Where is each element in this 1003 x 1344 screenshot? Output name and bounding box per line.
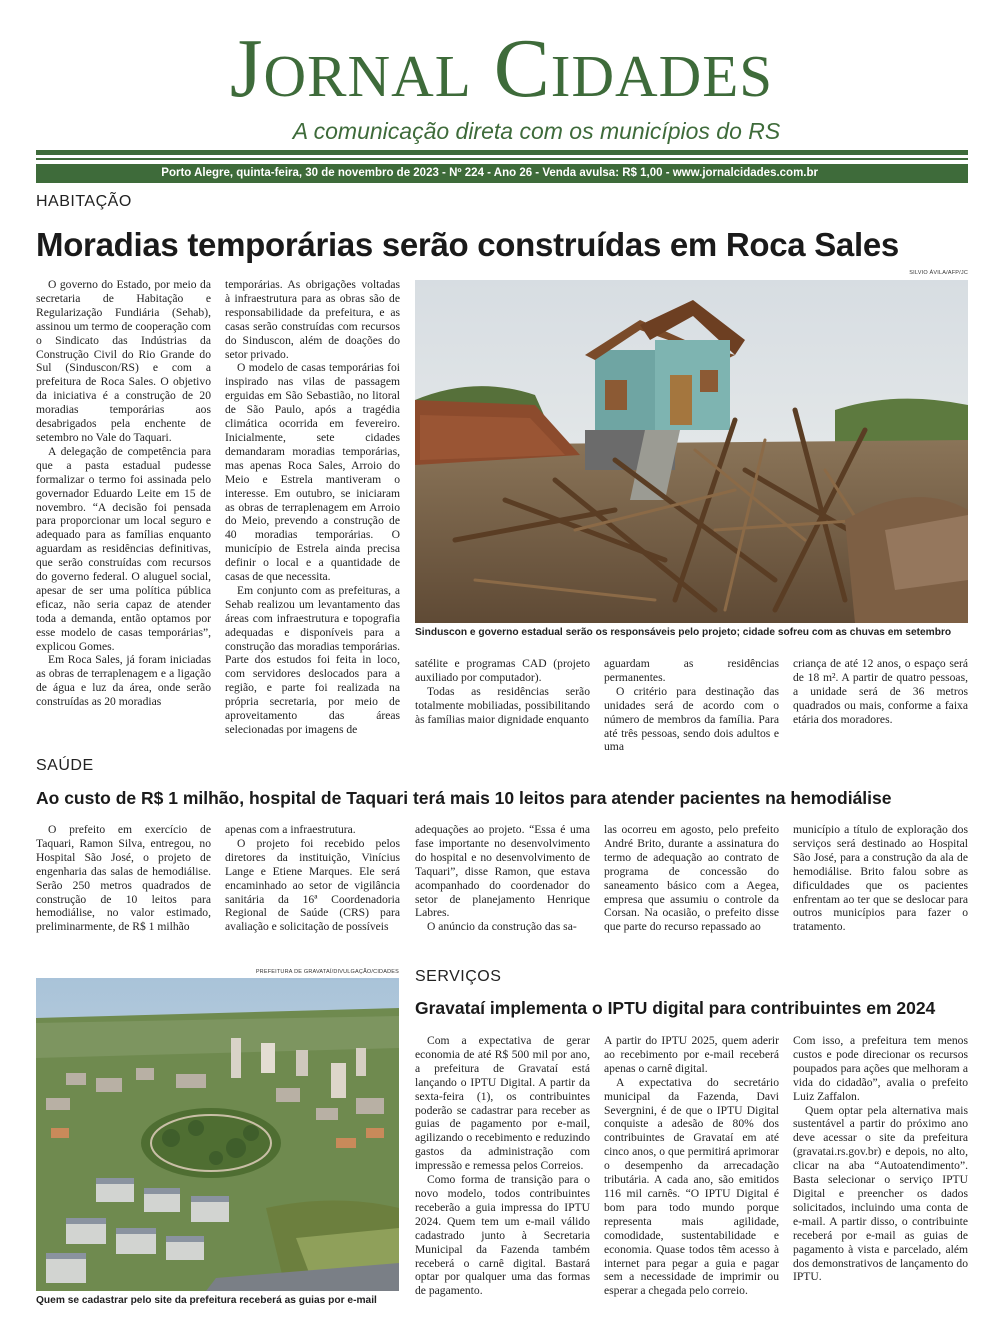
photo-caption: Quem se cadastrar pelo site da prefeitura receberá as guias por e-mail bbox=[36, 1295, 377, 1306]
article-column bbox=[225, 823, 400, 947]
dateline-bar: Porto Alegre, quinta-feira, 30 de novembro de 2023 - Nº 224 - Ano 26 - Venda avulsa: R$ 1,00 - www.jornalcidades.com.br bbox=[36, 164, 968, 183]
paragraph: O projeto foi recebido pelos diretores da instituição, Vinícius Lange e Etiene Marques. Ele será encaminhado ao setor de vigilância sanitária da 16ª Coordenadoria Regional de Saúde (CRS) para avaliação e solicitação de possíveis bbox=[225, 836, 400, 934]
paragraph: aguardam as residências permanentes. bbox=[604, 657, 779, 684]
paragraph: O modelo de casas temporárias foi inspirado nas vilas de passagem erguidas em São Sebastião, no litoral de São Paulo, após a tragédia climática ocorrida em fevereiro. Inicialmente, sete cidades demandaram moradias temporárias, mas apenas Roca Sales, Arroio do Meio e Estrela mantiveram o interesse. Em outubro, se iniciaram as obras de terraplenagem em Arroio do Meio, prevendo a construção de 40 moradias temporárias. O município de Estrela ainda precisa definir o local e a quantidade de casas de que necessita. bbox=[225, 361, 400, 584]
paragraph: adequações ao projeto. “Essa é uma fase importante no desenvolvimento do hospital e no desenvolvimento de Taquari”, disse Ramon, que estava acompanhado do coordenador do setor de planejamento Henrique Labres. bbox=[415, 823, 590, 920]
paragraph: Como forma de transição para o novo modelo, todos contribuintes receberão a guia impressa do IPTU 2024. Quem tem um e-mail válido cadastrado junto à Secretaria Municipal da Fazenda também receberá o carnê digital. Bastará optar por qualquer uma das formas de pagamento. bbox=[415, 1173, 590, 1298]
article-column bbox=[604, 823, 779, 947]
paragraph: temporárias. As obrigações voltadas à infraestrutura para as obras são de responsabilidade da prefeitura, e as casas serão construídas com recursos do Sinduscon, além de doações do setor privado. bbox=[225, 278, 400, 361]
paragraph: O prefeito em exercício de Taquari, Ramon Silva, entregou, no Hospital São José, o projeto de engenharia das salas de hemodiálise. Serão 250 metros quadrados de construção de 10 leitos para hemodiálise, no valor estimado, preliminarmente, de R$ 1 milhão bbox=[36, 823, 211, 934]
paragraph: Em Roca Sales, já foram iniciadas as obras de terraplenagem e a ligação de água e luz da área, onde serão construídas as 20 moradias bbox=[36, 653, 211, 709]
paragraph: Quem optar pela alternativa mais sustentável a partir do próximo ano deve acessar o site da prefeitura (gravatai.rs.gov.br) e depois, no alto, clicar na aba “Autoatendimento”. Basta selecionar o serviço IPTU Digital e preencher os dados solicitados, incluindo uma conta de e-mail. A partir disso, o contribuinte receberá por e-mail as guias de pagamento à vista e parcelado, além dos demonstrativos de lançamento do IPTU. bbox=[793, 1103, 968, 1284]
photo-credit: PREFEITURA DE GRAVATAÍ/DIVULGAÇÃO/CIDADES bbox=[255, 969, 399, 975]
paragraph: Com a expectativa de gerar economia de até R$ 500 mil por ano, a prefeitura de Gravataí está lançando o IPTU Digital. A partir da sexta-feira (1), os contribuintes poderão se cadastrar para receber as guias de pagamento por e-mail, agilizando o recebimento e reduzindo gastos da administração com impressão e remessa pelos Correios. bbox=[415, 1034, 590, 1173]
article-column bbox=[604, 657, 779, 754]
section-label-servicos: SERVIÇOS bbox=[415, 968, 502, 985]
paragraph: apenas com a infraestrutura. bbox=[225, 823, 356, 836]
paragraph: O critério para destinação das unidades será de acordo com o número de membros da família. Para até três pessoas, sendo dois adultos e uma bbox=[604, 684, 779, 754]
article-column bbox=[225, 278, 400, 736]
paragraph: Todas as residências serão totalmente mobiliadas, possibilitando às famílias maior dignidade enquanto bbox=[415, 684, 590, 726]
masthead-tagline: A comunicação direta com os municípios do RS bbox=[292, 118, 781, 144]
paragraph: A delegação de competência para que a pasta estadual pudesse formalizar o termo foi assinada pelo governador Eduardo Leite em 15 de novembro. “A decisão foi pensada para proporcionar um local seguro e adequado para as famílias enquanto aguardam as residências definitivas, que serão construídas com recursos do governo federal. O aluguel social, apesar de ser uma política pública eficaz, não seria capaz de atender toda a demanda, então optamos por esse modelo de casas temporárias”, explicou Gomes. bbox=[36, 444, 211, 653]
masthead-rule bbox=[36, 150, 968, 155]
article-column bbox=[604, 1034, 779, 1310]
paragraph: O governo do Estado, por meio da secretaria de Habitação e Regularização Fundiária (Sehab), assinou um termo de cooperação com o Sindicato das Indústrias da Construção Civil do Rio Grande do Sul (Sinduscon/RS) e com a prefeitura de Roca Sales. O objetivo da iniciativa é a construção de 20 moradias temporárias aos desabrigados pela enchente de setembro no Vale do Taquari. bbox=[36, 278, 211, 444]
photo-house-debris bbox=[415, 280, 968, 623]
headline-saude: Ao custo de R$ 1 milhão, hospital de Taquari terá mais 10 leitos para atender pacientes na hemodiálise bbox=[36, 788, 892, 808]
paragraph: A partir do IPTU 2025, quem aderir ao recebimento por e-mail receberá apenas o carnê digital. bbox=[604, 1034, 779, 1075]
article-column bbox=[793, 823, 968, 947]
headline-servicos: Gravataí implementa o IPTU digital para contribuintes em 2024 bbox=[415, 998, 936, 1018]
photo-credit: SILVIO ÁVILA/AFP/JC bbox=[909, 270, 968, 276]
paragraph: Com isso, a prefeitura tem menos custos e pode direcionar os recursos poupados para ações que melhoram a vida do cidadão”, avalia o prefeito Luiz Zaffalon. bbox=[793, 1034, 968, 1103]
paragraph: criança de até 12 anos, o espaço será de 18 m². A partir de quatro pessoas, a unidade será de 36 metros quadrados ou mais, conforme a faixa etária dos moradores. bbox=[793, 657, 968, 726]
paragraph: las ocorreu em agosto, pelo prefeito André Brito, durante a assinatura do termo de adequação ao contrato de programa de concessão do saneamento básico com a Aegea, empresa que assumiu o controle da Corsan. Na ocasião, o prefeito disse que parte do recurso repassado ao bbox=[604, 823, 779, 934]
section-label-saude: SAÚDE bbox=[36, 757, 94, 774]
paragraph: A expectativa do secretário municipal da Fazenda, Davi Severgnini, é de que o IPTU Digital conquiste a adesão de 80% dos contribuintes de Gravataí em até cinco anos, o que permitirá aprimorar o desempenho da arrecadação tributária. A cada ano, são emitidos 116 mil carnês. “O IPTU Digital é bom para todo mundo porque representa mais agilidade, comodidade, sustentabilidade e economia. Quase todos têm acesso à internet para pegar a guia e pagar sem a necessidade de imprimir ou esperar a chegada pelo correio. bbox=[604, 1075, 779, 1298]
article-column bbox=[36, 278, 211, 730]
headline-habitacao: Moradias temporárias serão construídas em Roca Sales bbox=[36, 226, 899, 263]
paragraph: Em conjunto com as prefeituras, a Sehab realizou um levantamento das áreas com infraestrutura e topografia adequadas e disponíveis para a construção das moradias temporárias. Parte dos estudos foi feita in loco, com servidores deslocados para a região, e parte foi realizada na própria secretaria, por meio de aproveitamento das áreas selecionadas por imagens de bbox=[225, 583, 400, 736]
paragraph: O anúncio da construção das sa- bbox=[427, 920, 577, 934]
masthead-title: Jornal Cidades bbox=[229, 22, 774, 115]
photo-caption: Sinduscon e governo estadual serão os responsáveis pelo projeto; cidade sofreu com as chuvas em setembro bbox=[415, 627, 952, 638]
paragraph: município a título de exploração dos serviços será destinado ao Hospital São José, para a construção da ala de hemodiálise. Brito falou sobre as dificuldades que os pacientes enfrentam ao ter que se deslocar para outros municípios para fazer o tratamento. bbox=[793, 823, 968, 934]
article-column bbox=[793, 657, 968, 731]
photo-aerial-city bbox=[36, 978, 399, 1291]
article-column bbox=[415, 1034, 590, 1310]
article-column bbox=[793, 1034, 968, 1310]
article-column bbox=[415, 823, 590, 947]
article-column bbox=[415, 657, 590, 731]
article-column bbox=[36, 823, 211, 947]
masthead-rule-thin bbox=[36, 158, 968, 160]
section-label-habitacao: HABITAÇÃO bbox=[36, 193, 132, 210]
paragraph: satélite e programas CAD (projeto auxiliado por computador). bbox=[415, 657, 590, 684]
